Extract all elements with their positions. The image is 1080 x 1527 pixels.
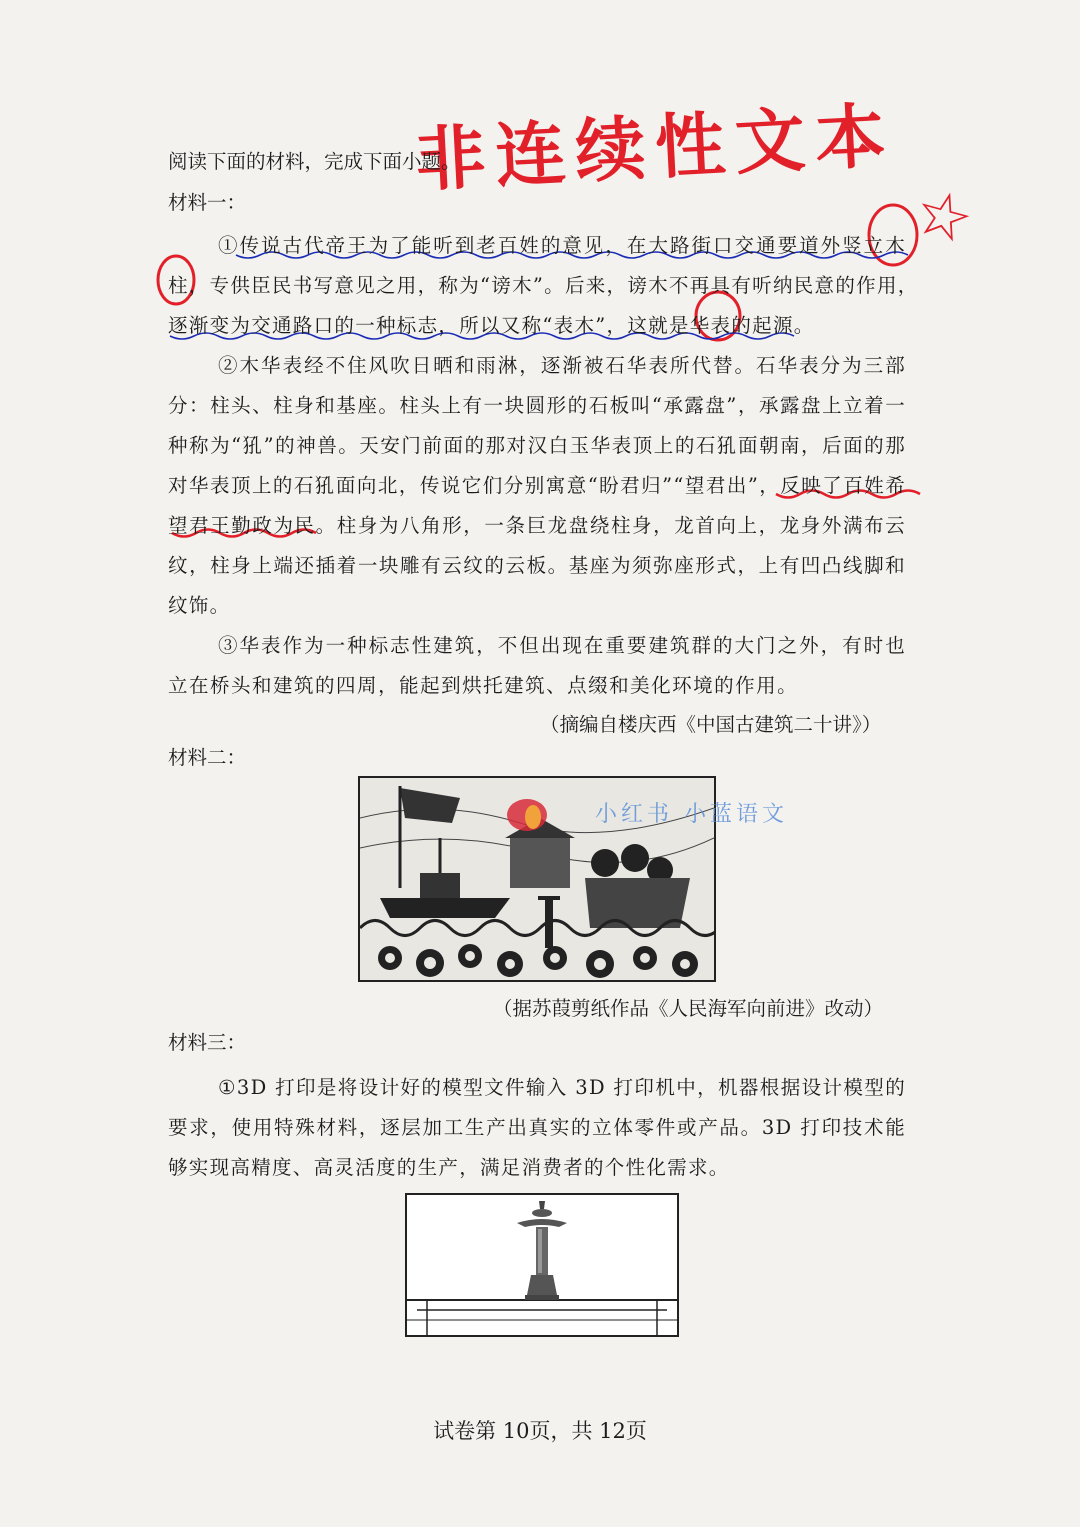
- material2-heading: 材料二：: [168, 746, 247, 769]
- text-line: 柱，专供臣民书写意见之用，称为“谤木”。后来，谤木不再具有听纳民意的作用，: [168, 274, 919, 297]
- watermark-logo-icon: [505, 795, 549, 835]
- material2-caption: （据苏葭剪纸作品《人民海军向前进》改动）: [493, 997, 884, 1020]
- watermark-text: 小红书 小蓝语文: [595, 802, 788, 827]
- text-line: ③华表作为一种标志性建筑，不但出现在重要建筑群的大门之外，有时也: [218, 634, 906, 657]
- material3-heading: 材料三：: [168, 1031, 247, 1054]
- text-line: 分：柱头、柱身和基座。柱头上有一块圆形的石板叫“承露盘”，承露盘上立着一: [168, 394, 906, 417]
- material3-para1: [168, 1072, 906, 1182]
- text-line: 望君王勤政为民。柱身为八角形，一条巨龙盘绕柱身，龙首向上，龙身外满布云: [168, 514, 906, 537]
- text-line: 纹，柱身上端还插着一块雕有云纹的云板。基座为须弥座形式，上有凹凸线脚和: [168, 554, 906, 577]
- text-line: 立在桥头和建筑的四周，能起到烘托建筑、点缀和美化环境的作用。: [168, 674, 798, 697]
- text-line: 要求，使用特殊材料，逐层加工生产出真实的立体零件或产品。3D 打印技术能: [168, 1116, 906, 1139]
- material1-para3: [168, 630, 906, 710]
- text-line: 种称为“犼”的神兽。天安门前面的那对汉白玉华表顶上的石犼面朝南，后面的那: [168, 434, 906, 457]
- handwritten-star-mark: ☆: [906, 173, 981, 261]
- text-line: 对华表顶上的石犼面向北，传说它们分别寓意“盼君归”“望君出”，反映了百姓希: [168, 474, 906, 497]
- text-line: 够实现高精度、高灵活度的生产，满足消费者的个性化需求。: [168, 1156, 730, 1179]
- material1-source: （摘编自楼庆西《中国古建筑二十讲》）: [540, 713, 882, 736]
- material1-para1: [168, 230, 919, 340]
- text-line: ①3D 打印是将设计好的模型文件输入 3D 打印机中，机器根据设计模型的: [218, 1076, 906, 1099]
- huabiao-3d-image: [405, 1193, 679, 1337]
- material1-para2: [168, 350, 906, 630]
- text-line: 纹饰。: [168, 594, 231, 617]
- page-footer: 试卷第 10页，共 12页: [433, 1419, 647, 1443]
- handwritten-title: 非连续性文本: [413, 94, 898, 202]
- text-line: ①传说古代帝王为了能听到老百姓的意见，在大路街口交通要道外竖立木: [218, 234, 906, 257]
- text-line: 逐渐变为交通路口的一种标志，所以又称“表木”，这就是华表的起源。: [168, 314, 815, 337]
- material1-heading: 材料一：: [168, 191, 247, 214]
- huabiao-model-illustration: [407, 1195, 677, 1335]
- text-line: ②木华表经不住风吹日晒和雨淋，逐渐被石华表所代替。石华表分为三部: [218, 354, 906, 377]
- instruction-text: 阅读下面的材料，完成下面小题。: [168, 150, 461, 173]
